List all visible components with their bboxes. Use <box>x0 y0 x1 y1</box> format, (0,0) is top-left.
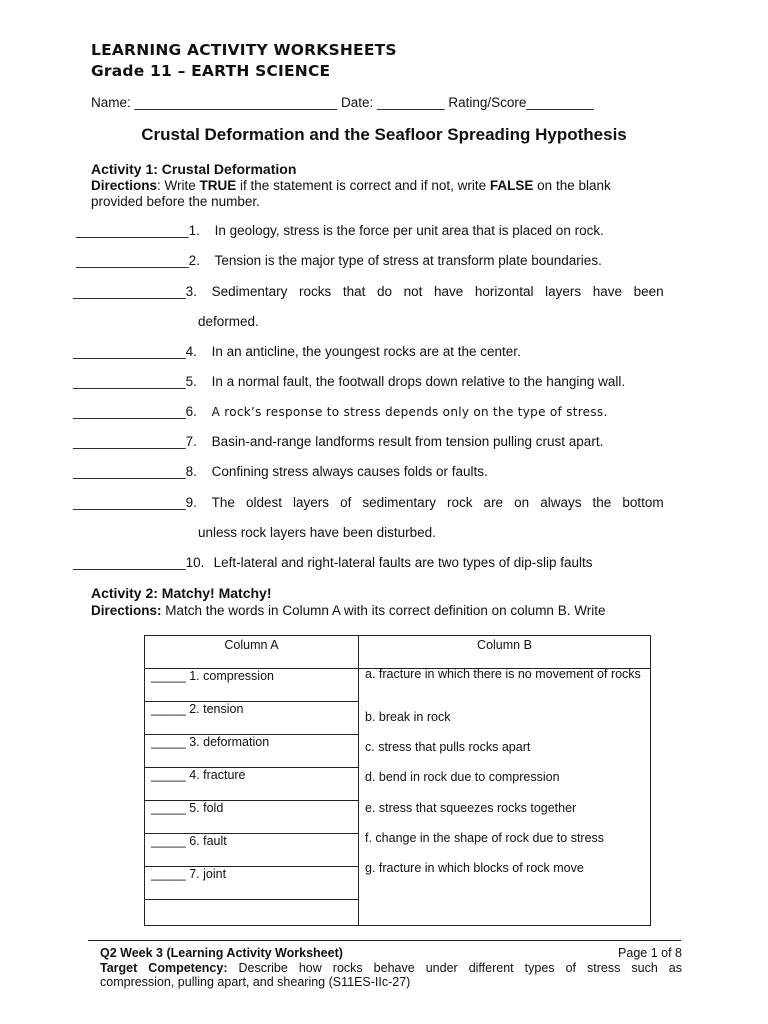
statement-1 <box>76 223 681 238</box>
competency-label: Target Competency: <box>100 961 228 975</box>
activity2-title: Activity 2: Matchy! Matchy! <box>91 585 272 601</box>
statement-7 <box>73 434 678 449</box>
column-b-item-f: f. change in the shape of rock due to stress <box>365 831 605 845</box>
column-a-item-6[interactable]: _____ 6. fault <box>145 834 359 867</box>
statement-number: 5. <box>185 374 197 389</box>
directions-label: Directions: <box>91 603 162 618</box>
directions-true: TRUE <box>199 178 237 193</box>
answer-blank[interactable]: _______________ <box>73 344 186 359</box>
statement-3 <box>73 284 678 299</box>
column-a-item-1[interactable]: _____ 1. compression <box>145 669 359 702</box>
answer-blank[interactable]: _______________ <box>73 495 186 510</box>
activity1-title: Activity 1: Crustal Deformation <box>91 161 297 177</box>
column-b-item-b: b. break in rock <box>365 710 451 724</box>
statement-text: The oldest layers of sedimentary rock are on always the bottom <box>211 495 664 510</box>
statement-text: Sedimentary rocks that do not have horizontal layers have been <box>211 284 664 299</box>
worksheet-header-line2: Grade 11 – EARTH SCIENCE <box>91 62 331 80</box>
statement-text: Left-lateral and right-lateral faults are two types of dip-slip faults <box>213 555 593 570</box>
column-a-empty-row <box>145 900 359 926</box>
statement-text: A rock’s response to stress depends only on the type of stress. <box>211 405 608 419</box>
column-b-item-c: c. stress that pulls rocks apart <box>365 740 531 754</box>
statement-text: Basin-and-range landforms result from tension pulling crust apart. <box>211 434 604 449</box>
answer-blank[interactable]: _______________ <box>73 434 186 449</box>
statement-number: 8. <box>185 464 197 479</box>
statement-number: 7. <box>185 434 197 449</box>
directions-label: Directions <box>91 178 158 193</box>
directions-text-1: : Write <box>157 178 200 193</box>
statement-3-continued: deformed. <box>198 314 259 329</box>
answer-blank[interactable]: _______________ <box>73 284 186 299</box>
statement-text: In geology, stress is the force per unit area that is placed on rock. <box>214 223 604 238</box>
footer-competency-line2: compression, pulling apart, and shearing (S11ES-IIc-27) <box>100 975 411 989</box>
column-b-header: Column B <box>359 636 651 669</box>
column-b-cell <box>359 669 651 926</box>
statement-8 <box>73 464 678 479</box>
footer-divider <box>88 940 681 941</box>
statement-9-continued: unless rock layers have been disturbed. <box>198 525 436 540</box>
worksheet-header-line1: LEARNING ACTIVITY WORKSHEETS <box>91 41 397 59</box>
statement-6 <box>73 404 678 419</box>
answer-blank[interactable]: _______________ <box>76 223 189 238</box>
statement-5 <box>73 374 678 389</box>
statement-number: 6. <box>185 404 197 419</box>
name-date-score-line: Name: ___________________________ Date: _________ Rating/Score_________ <box>91 95 594 110</box>
directions-text-2: if the statement is correct and if not, write <box>236 178 490 193</box>
column-a-item-7[interactable]: _____ 7. joint <box>145 867 359 900</box>
directions-text-3: on the blank <box>533 178 611 193</box>
statement-text: In a normal fault, the footwall drops down relative to the hanging wall. <box>211 374 626 389</box>
answer-blank[interactable]: _______________ <box>73 374 186 389</box>
statement-number: 9. <box>185 495 197 510</box>
statement-text: Confining stress always causes folds or faults. <box>211 464 488 479</box>
column-b-item-a: a. fracture in which there is no movement of rocks <box>365 667 641 681</box>
statement-4 <box>73 344 678 359</box>
directions-false: FALSE <box>489 178 534 193</box>
page-title: Crustal Deformation and the Seafloor Spreading Hypothesis <box>141 125 627 144</box>
directions-text: Match the words in Column A with its correct definition on column B. Write <box>161 603 606 618</box>
footer-page-number: Page 1 of 8 <box>618 946 682 960</box>
activity1-directions <box>91 178 611 210</box>
statement-number: 1. <box>188 223 200 238</box>
statement-number: 4. <box>185 344 197 359</box>
footer-competency <box>100 961 682 975</box>
statement-number: 10. <box>185 555 205 570</box>
statement-9 <box>73 495 678 510</box>
answer-blank[interactable]: _______________ <box>73 555 186 570</box>
directions-line2: provided before the number. <box>91 194 260 209</box>
statement-10 <box>73 555 678 570</box>
statement-number: 2. <box>188 253 200 268</box>
statement-2 <box>76 253 681 268</box>
column-b-item-g: g. fracture in which blocks of rock move <box>365 861 584 875</box>
column-b-item-d: d. bend in rock due to compression <box>365 770 560 784</box>
column-a-item-2[interactable]: _____ 2. tension <box>145 702 359 735</box>
column-a-item-4[interactable]: _____ 4. fracture <box>145 768 359 801</box>
footer-week-label: Q2 Week 3 (Learning Activity Worksheet) <box>100 946 343 960</box>
statement-text: In an anticline, the youngest rocks are at the center. <box>211 344 521 359</box>
column-a-item-5[interactable]: _____ 5. fold <box>145 801 359 834</box>
activity2-directions <box>91 603 605 619</box>
answer-blank[interactable]: _______________ <box>73 404 186 419</box>
column-b-item-e: e. stress that squeezes rocks together <box>365 801 577 815</box>
column-a-item-3[interactable]: _____ 3. deformation <box>145 735 359 768</box>
statement-text: Tension is the major type of stress at transform plate boundaries. <box>214 253 602 268</box>
competency-text: Describe how rocks behave under different types of stress such as <box>227 961 682 975</box>
answer-blank[interactable]: _______________ <box>76 253 189 268</box>
column-a-header: Column A <box>145 636 359 669</box>
answer-blank[interactable]: _______________ <box>73 464 186 479</box>
statement-number: 3. <box>185 284 197 299</box>
